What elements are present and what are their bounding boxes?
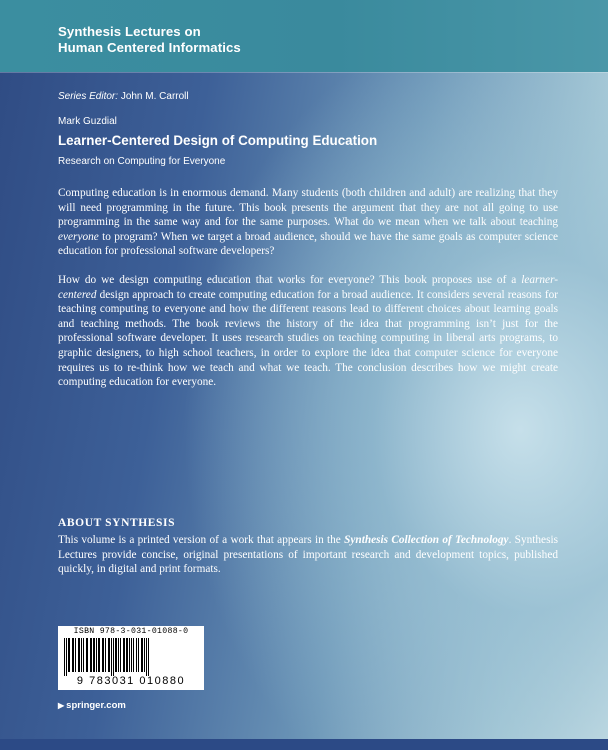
barcode-bar [146, 638, 147, 676]
barcode-bar [131, 638, 132, 672]
publisher-link[interactable] [58, 700, 126, 712]
barcode-bar [102, 638, 104, 672]
abstract-paragraph-1: Computing education is in enormous demand. Many students (both children and adult) are realizing that they will need programming in the future. This book presents the argument that they are not all going to use programming in the same way and for the same purposes. What do we mean when we talk about teaching everyone to program? When we target a broad audience, should we have the same goals as computer science education for professional software developers? [58, 187, 558, 258]
barcode-bar [72, 638, 74, 672]
barcode-bar [81, 638, 82, 672]
barcode-bar [105, 638, 106, 672]
barcode-bar [133, 638, 134, 672]
abstract-paragraph-2: How do we design computing education that works for everyone? This book proposes use of a learner-centered design approach to create computing education for a broad audience. It considers several reasons for teaching computing to everyone and how the different reasons lead to different choices about learning goals and teaching methods. The book reviews the history of the idea that programming isn’t just for the professional software developer. It uses research studies on teaching computing in liberal arts programs, to graphic designers, to high school teachers, in order to explore the idea that computer science for everyone requires us to re-think how we teach and what we teach. The conclusion describes how we might create computing education for everyone. [58, 273, 558, 389]
book-title: Learner-Centered Design of Computing Education [58, 133, 378, 148]
barcode-digits: 9 783031 010880 [76, 675, 186, 687]
arrow-right-icon: ▶ [58, 701, 65, 710]
barcode-bar [93, 638, 95, 672]
barcode-bar [113, 638, 114, 676]
series-header-band [0, 0, 608, 72]
barcode-bar [138, 638, 139, 672]
series-editor-name: John M. Carroll [120, 91, 189, 102]
barcode-bar [68, 638, 70, 672]
barcode-bar [115, 638, 117, 672]
series-title: Synthesis Lectures on Human Centered Informatics [58, 24, 241, 55]
barcode-bar [136, 638, 137, 672]
barcode-bars [60, 638, 202, 676]
barcode-bar [75, 638, 76, 672]
barcode-bar [148, 638, 149, 676]
barcode-bar [118, 638, 119, 672]
book-author: Mark Guzdial [58, 116, 117, 127]
publisher-name: springer.com [66, 700, 126, 711]
series-editor-label: Series Editor: [58, 91, 119, 102]
barcode-bar [144, 638, 145, 672]
isbn-label: ISBN 978-3-031-01088-0 [73, 627, 189, 636]
barcode-bar [126, 638, 128, 672]
barcode-bar [111, 638, 112, 676]
isbn-barcode [58, 626, 204, 690]
barcode-bar [123, 638, 125, 672]
book-abstract [58, 186, 558, 404]
barcode-bar [86, 638, 88, 672]
book-subtitle: Research on Computing for Everyone [58, 156, 226, 167]
barcode-bar [129, 638, 130, 672]
barcode-bar [108, 638, 110, 672]
barcode-bar [96, 638, 97, 672]
about-synthesis-heading: ABOUT SYNTHESIS [58, 517, 176, 529]
barcode-bar [120, 638, 121, 672]
barcode-bar [83, 638, 84, 672]
about-synthesis-text: This volume is a printed version of a work that appears in the Synthesis Collection of Technology. Synthesis Lectures provide concise, original presentations of important research and development topics, published quickly, in digital and print formats. [58, 534, 558, 576]
barcode-bar [64, 638, 65, 676]
barcode-bar [141, 638, 143, 672]
bottom-band [0, 739, 608, 750]
barcode-bar [90, 638, 92, 672]
barcode-bar [98, 638, 100, 672]
series-editor [58, 91, 189, 103]
barcode-bar [78, 638, 80, 672]
barcode-bar [66, 638, 67, 676]
